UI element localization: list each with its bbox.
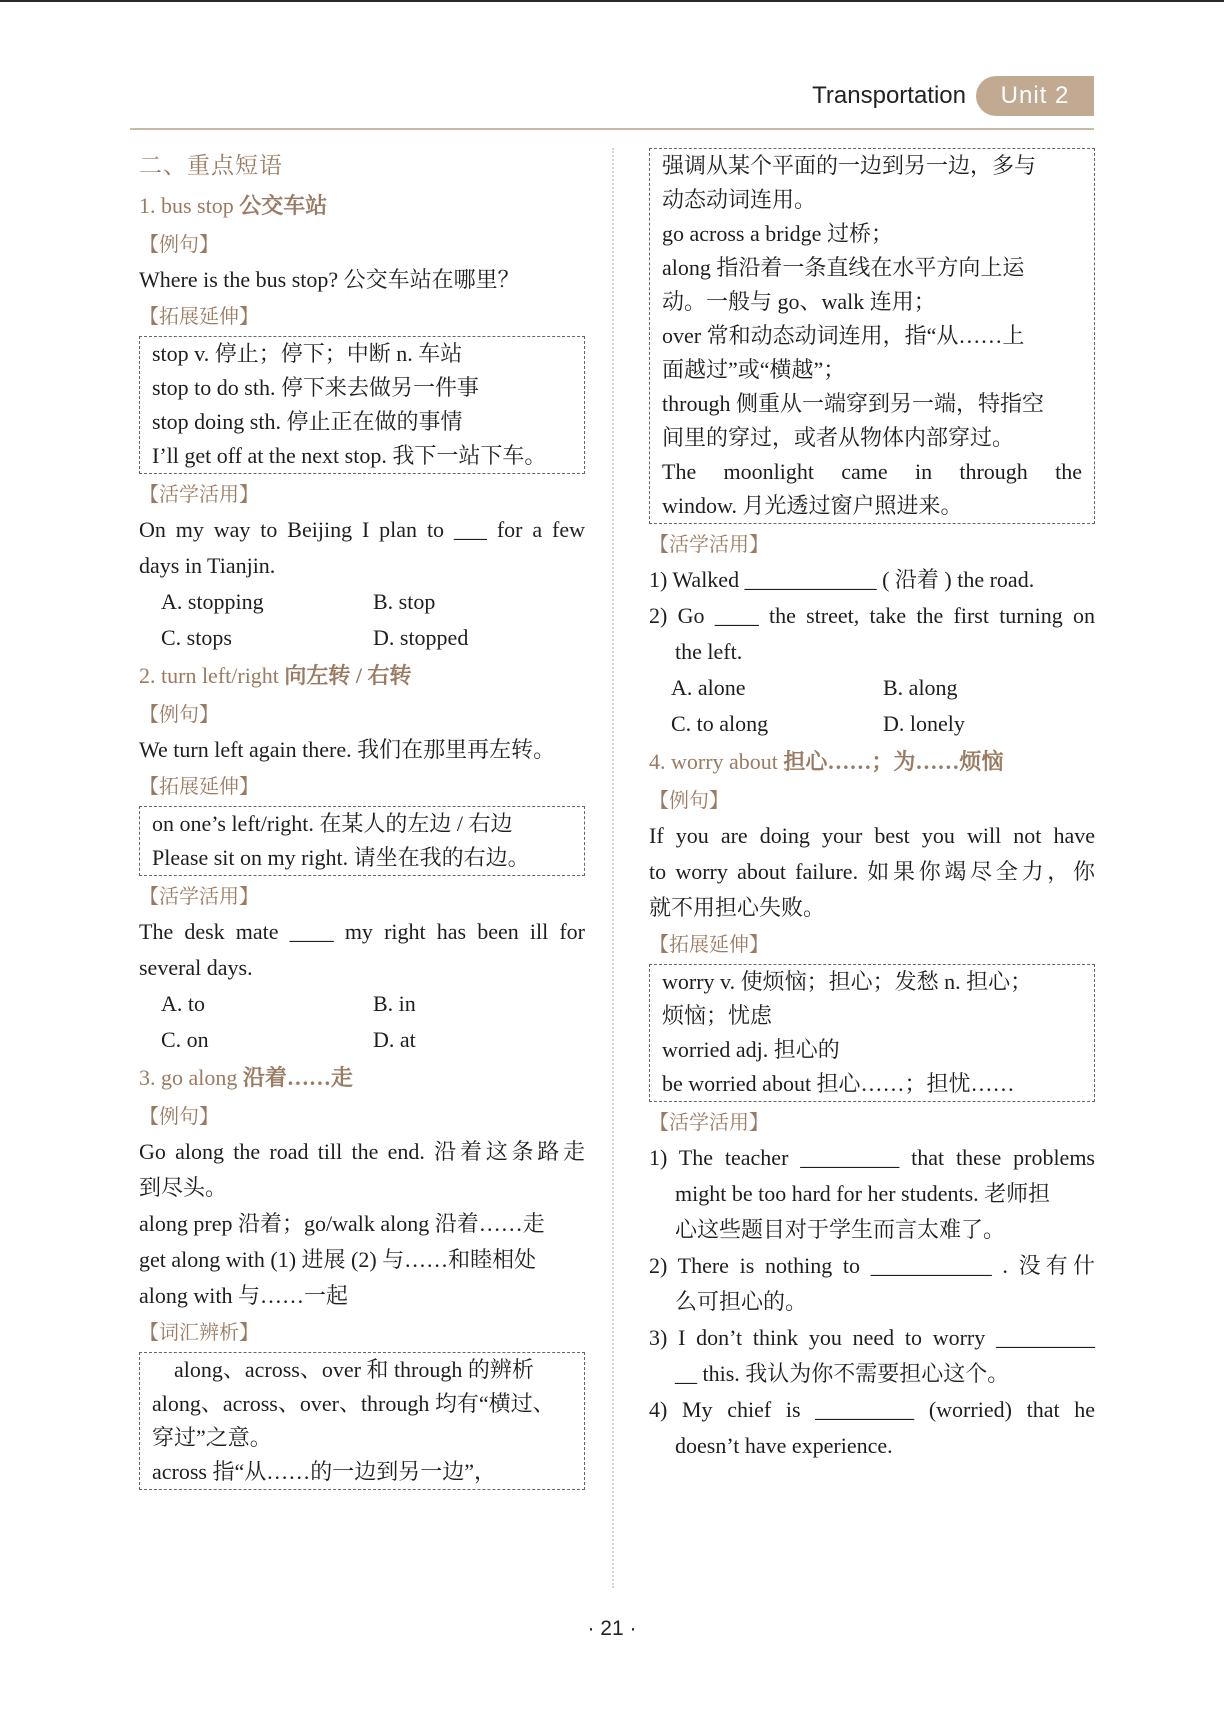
practice-question: 1) Walked ____________ ( 沿着 ) the road. — [649, 567, 1035, 592]
practice-question: On my way to Beijing I plan to ___ for a few — [139, 517, 585, 542]
practice-question: might be too hard for her students. 老师担 — [675, 1181, 1051, 1206]
extension-line: Please sit on my right. 请坐在我的右边。 — [152, 845, 530, 870]
vocab-box-continued — [649, 148, 1095, 524]
vocab-line: 动。一般与 go、walk 连用； — [662, 289, 936, 314]
practice-tag: 【活学活用】 — [139, 884, 259, 908]
option-c: C. to along — [671, 711, 769, 736]
practice-question: 3) I don’t think you need to worry _________ — [649, 1325, 1095, 1350]
extension-line: I’ll get off at the next stop. 我下一站下车。 — [152, 443, 547, 468]
extension-line: be worried about 担心……；担忧…… — [662, 1071, 1015, 1096]
section-title: 二、重点短语 — [139, 153, 283, 179]
phrase-3-title: 3. go along 沿着……走 — [139, 1065, 353, 1090]
phrase-1-title: 1. bus stop 公交车站 — [139, 193, 328, 218]
example-sentence: We turn left again there. 我们在那里再左转。 — [139, 737, 556, 762]
extension-line: 烦恼；忧虑 — [662, 1003, 773, 1028]
option-b: B. along — [883, 675, 958, 700]
extension-box — [139, 806, 585, 876]
extension-line: worried adj. 担心的 — [662, 1037, 840, 1062]
unit-badge: Unit 2 — [976, 76, 1094, 116]
example-tag: 【例句】 — [649, 788, 729, 812]
option-a: A. alone — [671, 675, 746, 700]
option-d: D. lonely — [883, 711, 965, 736]
practice-question: 心这些题目对于学生而言太难了。 — [675, 1217, 1006, 1242]
column-divider — [612, 148, 614, 1588]
header-rule — [130, 128, 1094, 130]
practice-question: days in Tianjin. — [139, 553, 276, 578]
practice-question: 2) Go ____ the street, take the first turning on — [649, 603, 1095, 628]
chapter-title: Transportation — [812, 82, 966, 109]
option-d: D. stopped — [373, 625, 469, 650]
option-a: A. stopping — [161, 589, 264, 614]
extension-tag: 【拓展延伸】 — [139, 304, 259, 328]
extension-line: on one’s left/right. 在某人的左边 / 右边 — [152, 811, 513, 836]
answer-options — [139, 1022, 585, 1058]
vocab-line: 面越过”或“横越”； — [662, 357, 846, 382]
extension-line: worry v. 使烦恼；担心；发愁 n. 担心； — [662, 969, 1033, 994]
vocab-tag: 【词汇辨析】 — [139, 1320, 259, 1344]
vocab-line: over 常和动态动词连用，指“从……上 — [662, 323, 1025, 348]
example-sentence: 到尽头。 — [139, 1175, 228, 1200]
vocab-line: along、across、over、through 均有“横过、 — [152, 1391, 555, 1416]
extension-box — [649, 964, 1095, 1102]
example-tag: 【例句】 — [139, 702, 219, 726]
phrase-4-title: 4. worry about 担心……；为……烦恼 — [649, 749, 1004, 774]
vocab-line: The moonlight came in through the — [662, 459, 1082, 484]
example-sentence: 就不用担心失败。 — [649, 895, 826, 920]
extension-box — [139, 336, 585, 474]
extension-line: stop v. 停止；停下；中断 n. 车站 — [152, 341, 463, 366]
vocab-line: 强调从某个平面的一边到另一边，多与 — [662, 153, 1037, 178]
option-c: C. stops — [161, 625, 232, 650]
right-column — [649, 146, 1095, 1464]
extension-tag: 【拓展延伸】 — [649, 932, 769, 956]
vocab-line: through 侧重从一端穿到另一端，特指空 — [662, 391, 1044, 416]
practice-question: __ this. 我认为你不需要担心这个。 — [675, 1361, 1010, 1386]
vocab-line: 动态动词连用。 — [662, 187, 817, 212]
extension-tag: 【拓展延伸】 — [139, 774, 259, 798]
practice-tag: 【活学活用】 — [139, 482, 259, 506]
vocab-line: along、across、over 和 through 的辨析 — [174, 1357, 534, 1382]
vocab-line: across 指“从……的一边到另一边”， — [152, 1459, 497, 1484]
practice-question: doesn’t have experience. — [675, 1433, 893, 1458]
vocab-box — [139, 1352, 585, 1490]
example-sentence: Where is the bus stop? 公交车站在哪里？ — [139, 267, 520, 292]
note-line: along prep 沿着；go/walk along 沿着……走 — [139, 1211, 545, 1236]
vocab-line: window. 月光透过窗户照进来。 — [662, 493, 963, 518]
note-line: along with 与……一起 — [139, 1283, 348, 1308]
answer-options — [649, 670, 1095, 706]
extension-line: stop doing sth. 停止正在做的事情 — [152, 409, 463, 434]
answer-options — [139, 620, 585, 656]
practice-question: the left. — [675, 639, 743, 664]
option-c: C. on — [161, 1027, 209, 1052]
practice-question: 1) The teacher _________ that these problems — [649, 1145, 1095, 1170]
practice-tag: 【活学活用】 — [649, 1110, 769, 1134]
example-sentence: If you are doing your best you will not have — [649, 823, 1095, 848]
option-b: B. in — [373, 991, 416, 1016]
vocab-line: 间里的穿过，或者从物体内部穿过。 — [662, 425, 1015, 450]
practice-question: The desk mate ____ my right has been ill for — [139, 919, 585, 944]
vocab-line: go across a bridge 过桥； — [662, 221, 893, 246]
practice-question: 么可担心的。 — [675, 1289, 808, 1314]
extension-line: stop to do sth. 停下来去做另一件事 — [152, 375, 479, 400]
practice-question: several days. — [139, 955, 253, 980]
answer-options — [139, 584, 585, 620]
example-sentence: Go along the road till the end. 沿着这条路走 — [139, 1139, 585, 1164]
top-border — [0, 0, 1224, 2]
option-d: D. at — [373, 1027, 416, 1052]
note-line: get along with (1) 进展 (2) 与……和睦相处 — [139, 1247, 537, 1272]
practice-question: 4) My chief is _________ (worried) that he — [649, 1397, 1095, 1422]
answer-options — [649, 706, 1095, 742]
vocab-line: 穿过”之意。 — [152, 1425, 272, 1450]
option-b: B. stop — [373, 589, 436, 614]
example-tag: 【例句】 — [139, 1104, 219, 1128]
practice-question: 2) There is nothing to ___________ . 没有什 — [649, 1253, 1095, 1278]
page-number: · 21 · — [587, 1617, 637, 1640]
practice-tag: 【活学活用】 — [649, 532, 769, 556]
option-a: A. to — [161, 991, 205, 1016]
page-header — [130, 74, 1094, 128]
vocab-line: along 指沿着一条直线在水平方向上运 — [662, 255, 1025, 280]
phrase-2-title: 2. turn left/right 向左转 / 右转 — [139, 663, 412, 688]
example-tag: 【例句】 — [139, 232, 219, 256]
answer-options — [139, 986, 585, 1022]
example-sentence: to worry about failure. 如果你竭尽全力，你 — [649, 859, 1095, 884]
left-column — [139, 146, 585, 1492]
